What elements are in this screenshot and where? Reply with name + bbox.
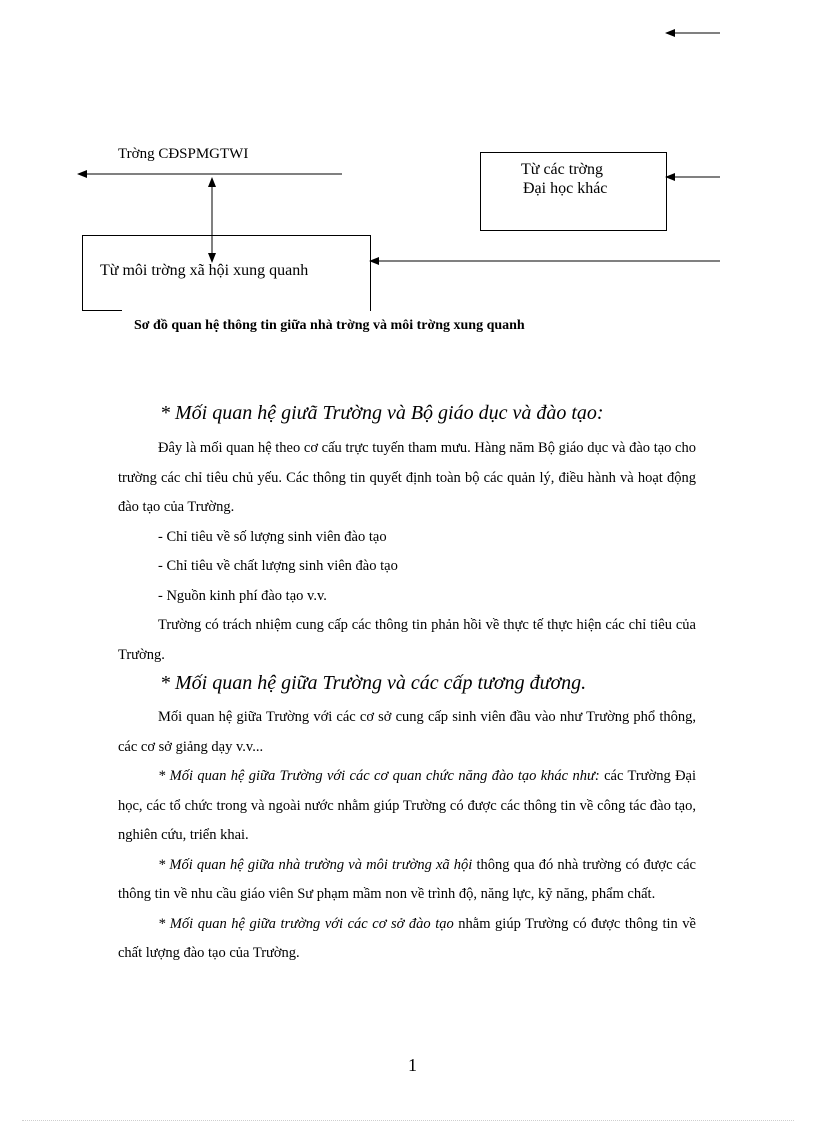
section2-para3-lead: * Mối quan hệ giữa nhà trường và môi trường xã hội [158, 856, 473, 873]
section2-para3 [118, 851, 696, 910]
society-box-label: Từ môi trờng xã hội xung quanh [100, 262, 309, 279]
section2-para3-text: thông qua đó nhà trường có được các thông tin về nhu cầu giáo viên Sư phạm mầm non về trình độ, năng lực, kỹ năng, phẩm chất. [118, 856, 696, 902]
section1-item-1: - Chỉ tiêu về số lượng sinh viên đào tạo [158, 528, 387, 545]
section1-heading: * Mối quan hệ giưã Trường và Bộ giáo dục và đào tạo: [160, 402, 604, 424]
section1-item-2: - Chỉ tiêu về chất lượng sinh viên đào tạo [158, 558, 398, 574]
school-label: Trờng CĐSPMGTWI [118, 146, 249, 162]
section1-item-3: - Nguồn kinh phí đào tạo v.v. [158, 587, 327, 604]
society-box-bottom-stub [82, 310, 122, 311]
section2-para2-lead: * Mối quan hệ giữa Trường với các cơ quan chức năng đào tạo khác như: [158, 768, 600, 784]
section2-para4 [118, 910, 696, 969]
society-box [82, 235, 371, 311]
page-bottom-divider [22, 1120, 794, 1121]
section2-para2 [118, 762, 696, 851]
diagram-caption: Sơ đồ quan hệ thông tin giữa nhà trờng và môi trờng xung quanh [134, 318, 525, 333]
univ-box-line1: Từ các trờng [521, 161, 603, 178]
univ-box [480, 152, 667, 231]
section2-para4-text: nhằm giúp Trường có được thông tin về chất lượng đào tạo của Trường. [118, 915, 696, 961]
section2-heading: * Mối quan hệ giữa Trường và các cấp tương đương. [160, 672, 587, 694]
page-number: 1 [408, 1055, 417, 1075]
section1-para1: Đây là mối quan hệ theo cơ cấu trực tuyến tham mưu. Hàng năm Bộ giáo dục và đào tạo cho trường các chỉ tiêu chủ yếu. Các thông tin quyết định toàn bộ các quản lý, điều hành và hoạt động đào tạo của Trường. [118, 440, 696, 515]
univ-box-line2: Đại học khác [523, 180, 608, 197]
section1-para2: Trường có trách nhiệm cung cấp các thông tin phản hồi về thực tế thực hiện các chỉ tiêu của Trường. [118, 617, 696, 663]
section2-para2-text: các Trường Đại học, các tổ chức trong và ngoài nước nhằm giúp Trường có được các thông tin về công tác đào tạo, nghiên cứu, triển khai. [118, 768, 697, 843]
section2-para1: Mối quan hệ giữa Trường với các cơ sở cung cấp sinh viên đầu vào như Trường phổ thông, các cơ sở giảng dạy v.v... [118, 709, 696, 755]
section1-body [118, 434, 696, 670]
section2-body [118, 703, 696, 969]
section2-para4-lead: * Mối quan hệ giữa trường với các cơ sở đào tạo [158, 915, 454, 932]
